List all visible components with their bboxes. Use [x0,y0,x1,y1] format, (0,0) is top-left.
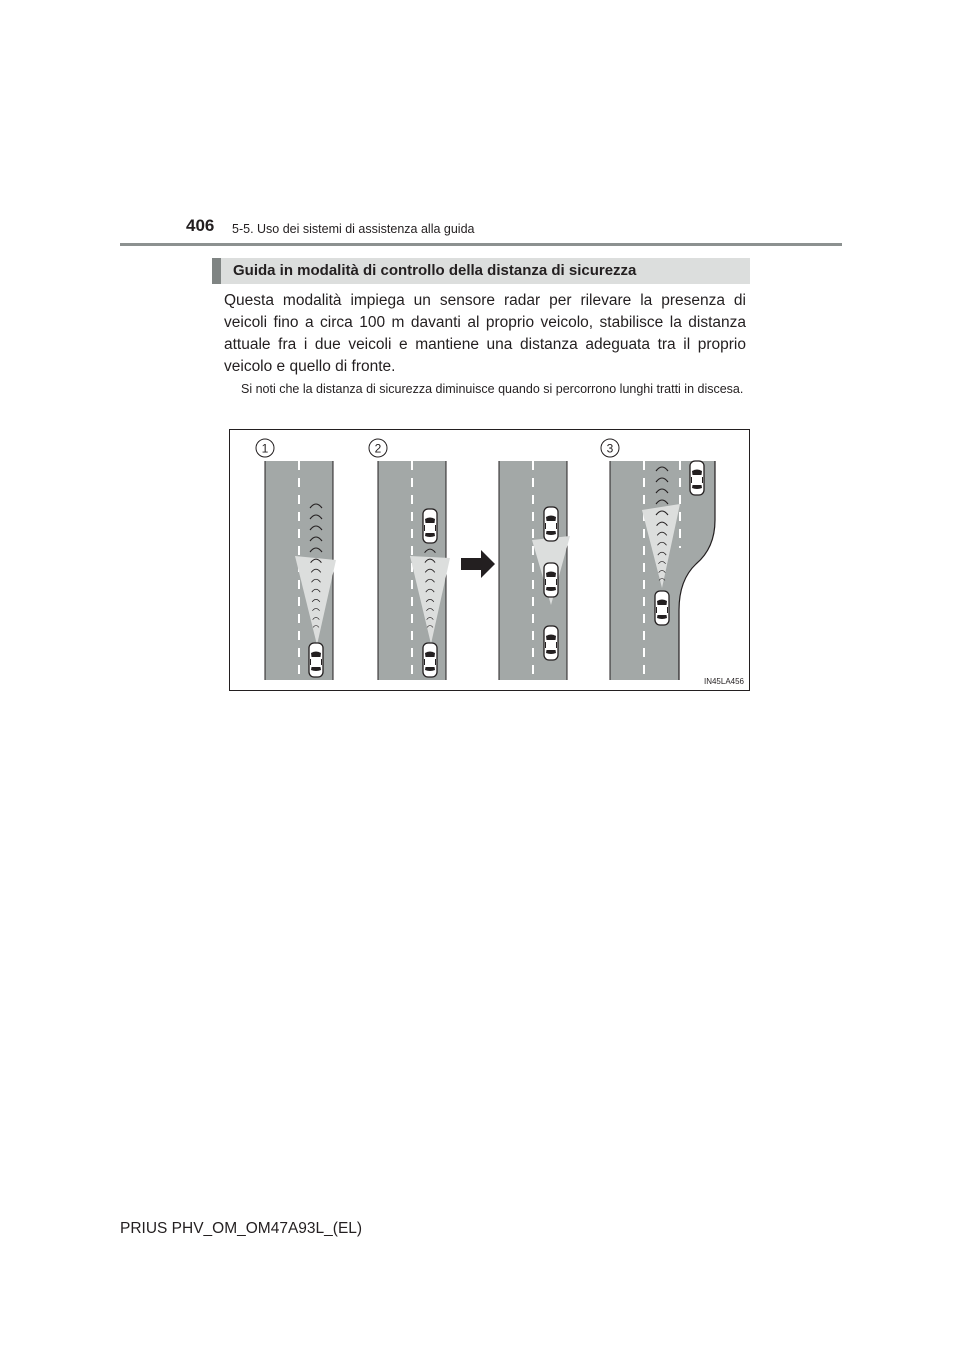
header-divider [120,243,842,246]
step-label-2 [369,439,387,457]
step-label-1-text: 1 [261,441,269,456]
lead-car-2 [423,509,437,543]
section-breadcrumb: 5-5. Uso dei sistemi di assistenza alla guida [232,222,475,236]
footer-doc-id: PRIUS PHV_OM_OM47A93L_(EL) [120,1220,363,1237]
section-heading: Guida in modalità di controllo della distanza di sicurezza [233,262,637,279]
step-label-3-text: 3 [606,441,614,456]
page-number: 406 [186,216,215,235]
own-car-1 [309,643,323,677]
body-paragraph: Questa modalità impiega un sensore radar per rilevare la presenza di veicoli fino a circa 100 m davanti al proprio veicolo, stabilisce la distanza attuale fra i due veicoli e mantiene una distanza adeguata tra il proprio veicolo e quello di fronte. [224,292,746,375]
step-label-1 [256,439,274,457]
arrow-right-icon [461,550,495,578]
lead-car-2b [544,507,558,541]
own-car-2 [423,643,437,677]
own-car-3 [655,591,669,625]
merging-car-3 [690,461,704,495]
own-car-2b [544,626,558,660]
step-label-3 [601,439,619,457]
figure-code: IN45LA456 [703,677,744,686]
illustration-svg [230,430,751,692]
step-label-2-text: 2 [374,441,382,456]
middle-car-2b [544,563,558,597]
radar-cruise-illustration [229,429,750,691]
note-paragraph: Si noti che la distanza di sicurezza diminuisce quando si percorrono lunghi tratti in discesa. [241,382,744,396]
section-heading-bar [212,258,750,284]
